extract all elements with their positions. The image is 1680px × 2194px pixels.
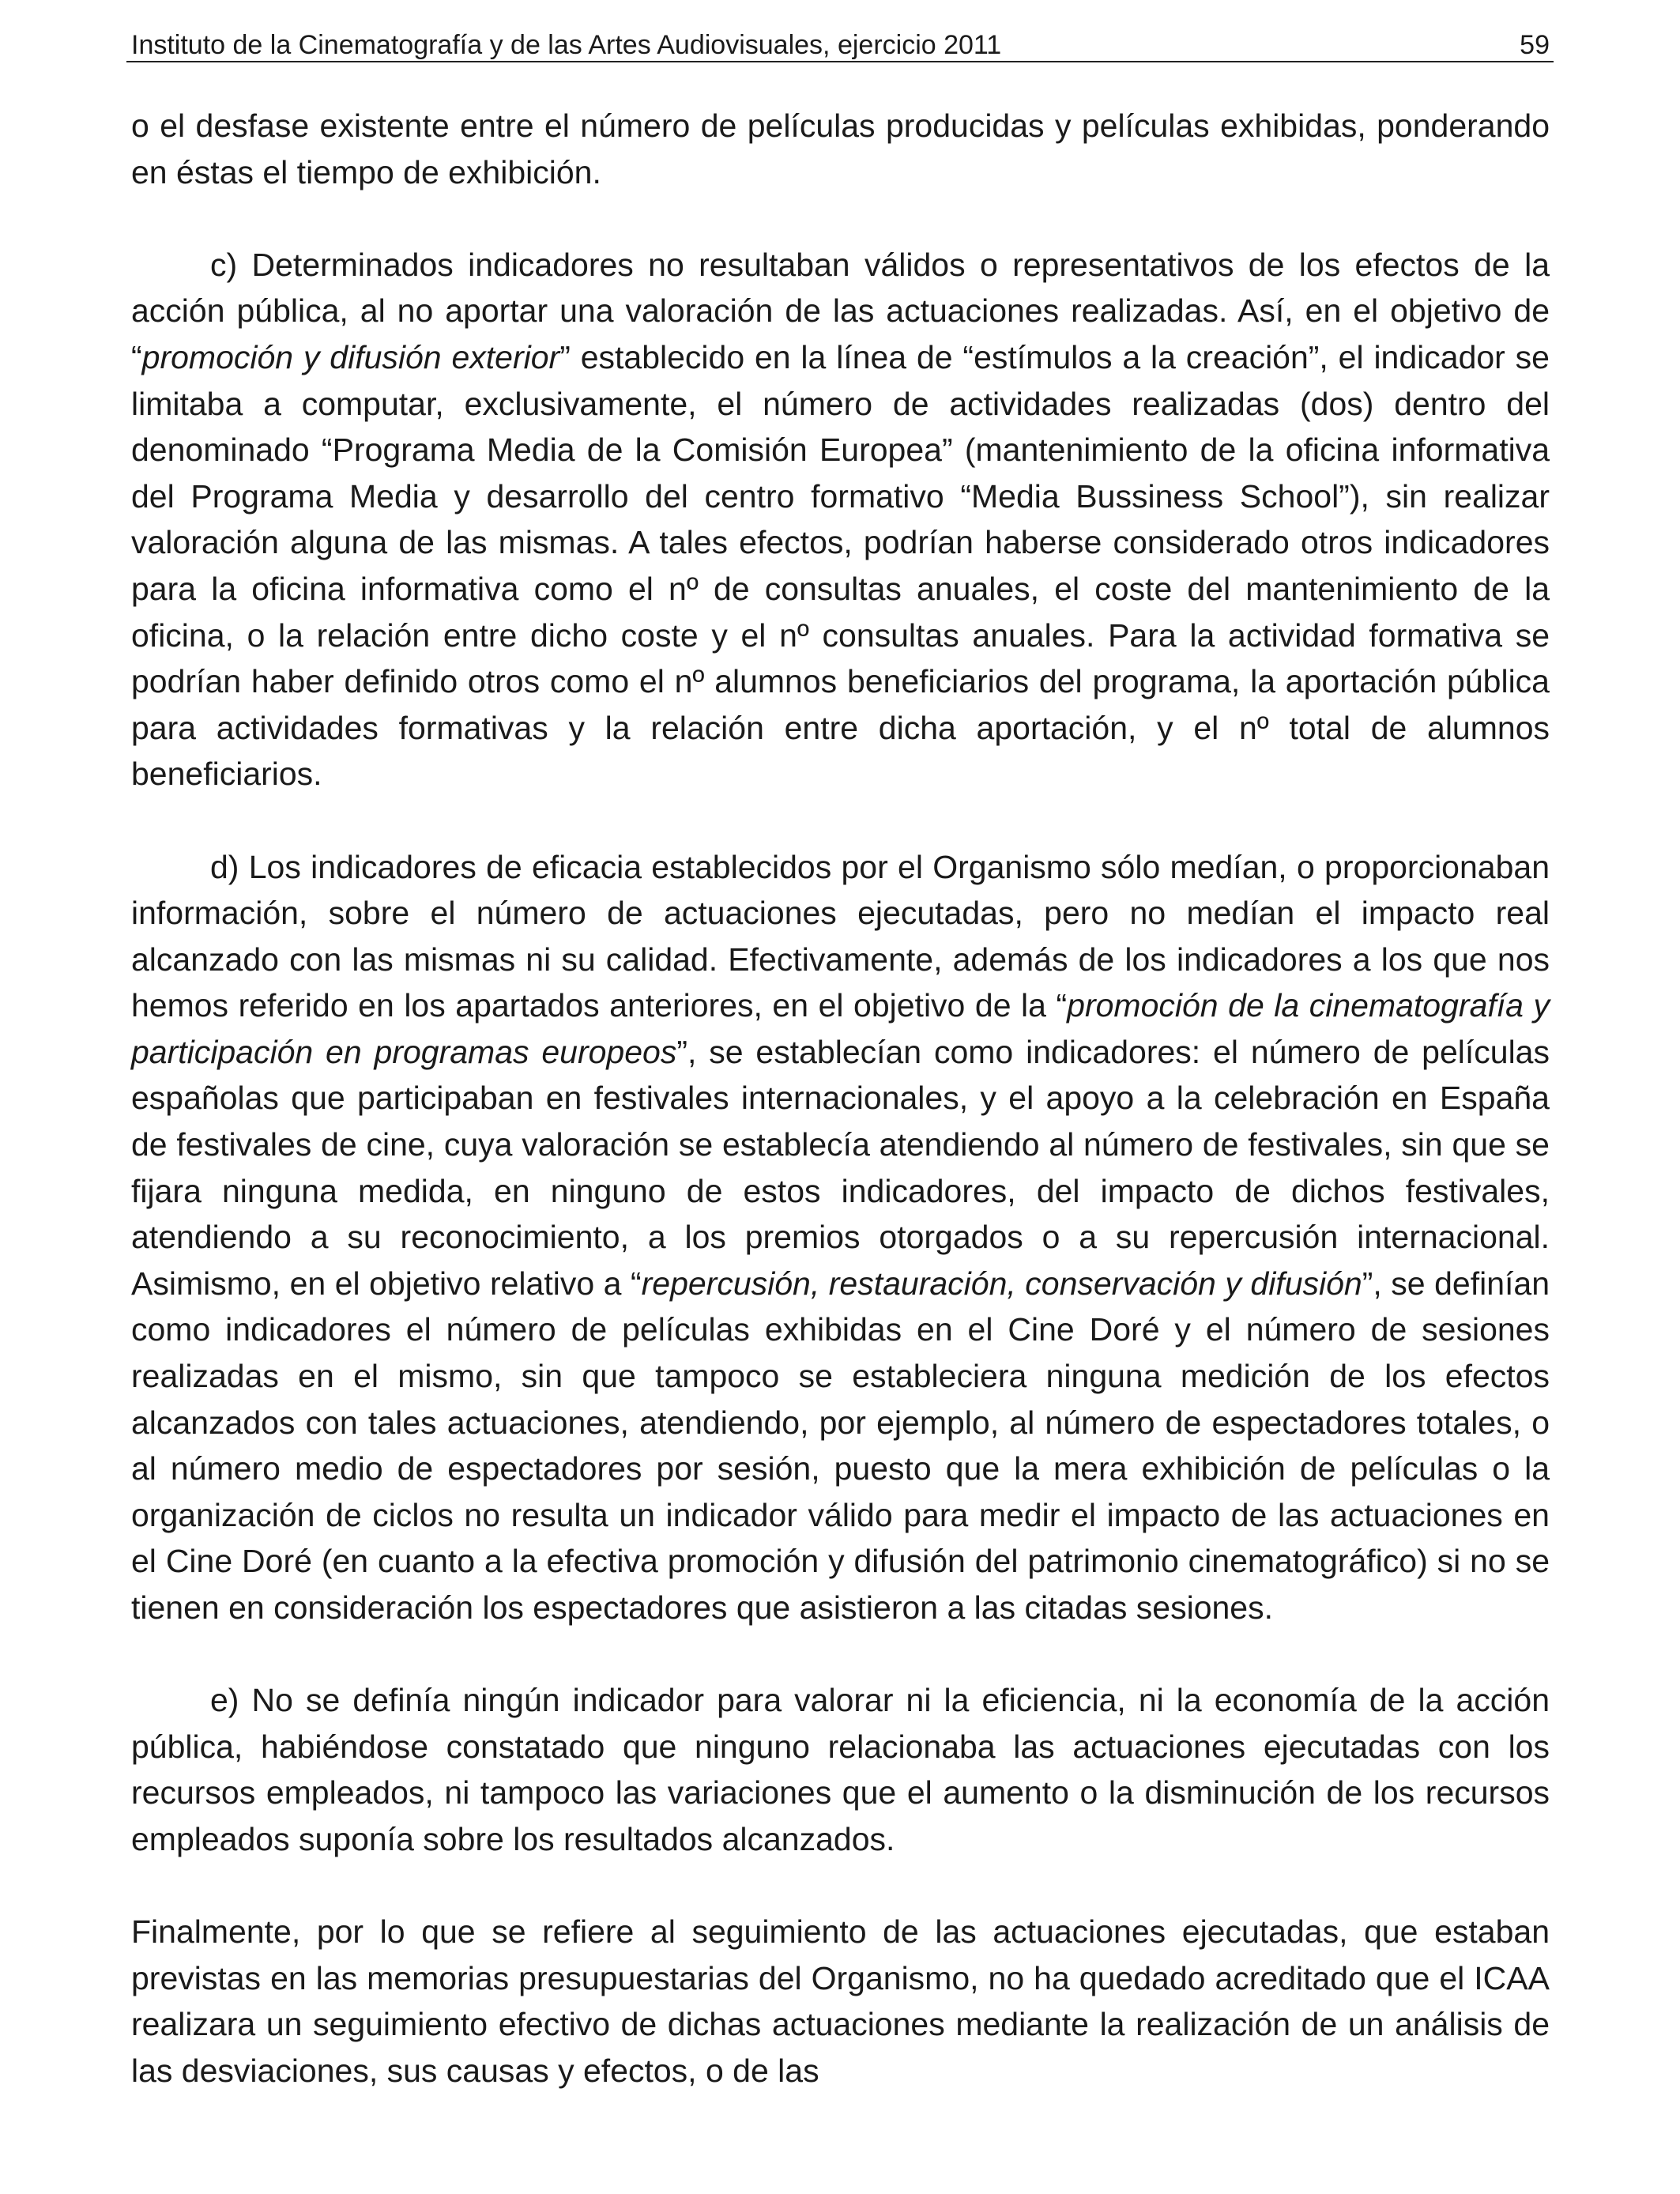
header-rule (126, 61, 1554, 62)
paragraph-d (131, 844, 1550, 1631)
paragraph-final (131, 1909, 1550, 2094)
paragraph-text: d) Los indicadores de eficacia establecidos por el Organismo sólo medían, o proporcionaban información, sobre el número de actuaciones ejecutadas, pero no medían el impacto real alcanzado con las mismas ni su calidad. Efectivamente, además de los indicadores a los que nos hemos referido en los apartados anteriores, en el objetivo de la “ (131, 848, 1550, 1024)
header-title: Instituto de la Cinematografía y de las Artes Audiovisuales, ejercicio 2011 (131, 30, 1002, 60)
italic-quote: promoción y difusión exterior (141, 338, 560, 375)
paragraph-e (131, 1677, 1550, 1862)
paragraph-continuation (131, 103, 1550, 195)
paragraph-text: ”, se definían como indicadores el número de películas exhibidas en el Cine Doré y el número de sesiones realizadas en el mismo, sin que tampoco se estableciera ninguna medición de los efectos alcanzados con tales actuaciones, atendiendo, por ejemplo, al número de espectadores totales, o al número medio de espectadores por sesión, puesto que la mera exhibición de películas o la organización de ciclos no resulta un indicador válido para medir el impacto de las actuaciones en el Cine Doré (en cuanto a la efectiva promoción y difusión del patrimonio cinematográfico) si no se tienen en consideración los espectadores que asistieron a las citadas sesiones. (131, 1265, 1550, 1626)
italic-quote: promoción de la cinematografía y participación en programas europeos (131, 987, 1550, 1070)
document-body (131, 103, 1550, 2094)
italic-quote: repercusión, restauración, conservación y difusión (641, 1265, 1362, 1302)
paragraph-text: o el desfase existente entre el número de películas producidas y películas exhibidas, ponderando en éstas el tiempo de exhibición. (131, 107, 1550, 190)
page-header (131, 24, 1550, 62)
paragraph-c (131, 242, 1550, 797)
paragraph-text: Finalmente, por lo que se refiere al seguimiento de las actuaciones ejecutadas, que estaban previstas en las memorias presupuestarias del Organismo, no ha quedado acreditado que el ICAA realizara un seguimiento efectivo de dichas actuaciones mediante la realización de un análisis de las desviaciones, sus causas y efectos, o de las (131, 1913, 1550, 2089)
paragraph-text: ”, se establecían como indicadores: el número de películas españolas que participaban en festivales internacionales, y el apoyo a la celebración en España de festivales de cine, cuya valoración se establecía atendiendo al número de festivales, sin que se fijara ninguna medida, en ninguno de estos indicadores, del impacto de dichos festivales, atendiendo a su reconocimiento, a los premios otorgados o a su repercusión internacional. Asimismo, en el objetivo relativo a “ (131, 1033, 1550, 1302)
page-number: 59 (1520, 30, 1550, 60)
paragraph-text: e) No se definía ningún indicador para valorar ni la eficiencia, ni la economía de la acción pública, habiéndose constatado que ninguno relacionaba las actuaciones ejecutadas con los recursos empleados, ni tampoco las variaciones que el aumento o la disminución de los recursos empleados suponía sobre los resultados alcanzados. (131, 1682, 1550, 1857)
paragraph-text: ” establecido en la línea de “estímulos a la creación”, el indicador se limitaba a computar, exclusivamente, el número de actividades realizadas (dos) dentro del denominado “Programa Media de la Comisión Europea” (mantenimiento de la oficina informativa del Programa Media y desarrollo del centro formativo “Media Bussiness School”), sin realizar valoración alguna de las mismas. A tales efectos, podrían haberse considerado otros indicadores para la oficina informativa como el nº de consultas anuales, el coste del mantenimiento de la oficina, o la relación entre dicho coste y el nº consultas anuales. Para la actividad formativa se podrían haber definido otros como el nº alumnos beneficiarios del programa, la aportación pública para actividades formativas y la relación entre dicha aportación, y el nº total de alumnos beneficiarios. (131, 338, 1550, 793)
paragraph-text: c) Determinados indicadores no resultaban válidos o representativos de los efectos de la acción pública, al no aportar una valoración de las actuaciones realizadas. Así, en el objetivo de “ (131, 246, 1550, 375)
